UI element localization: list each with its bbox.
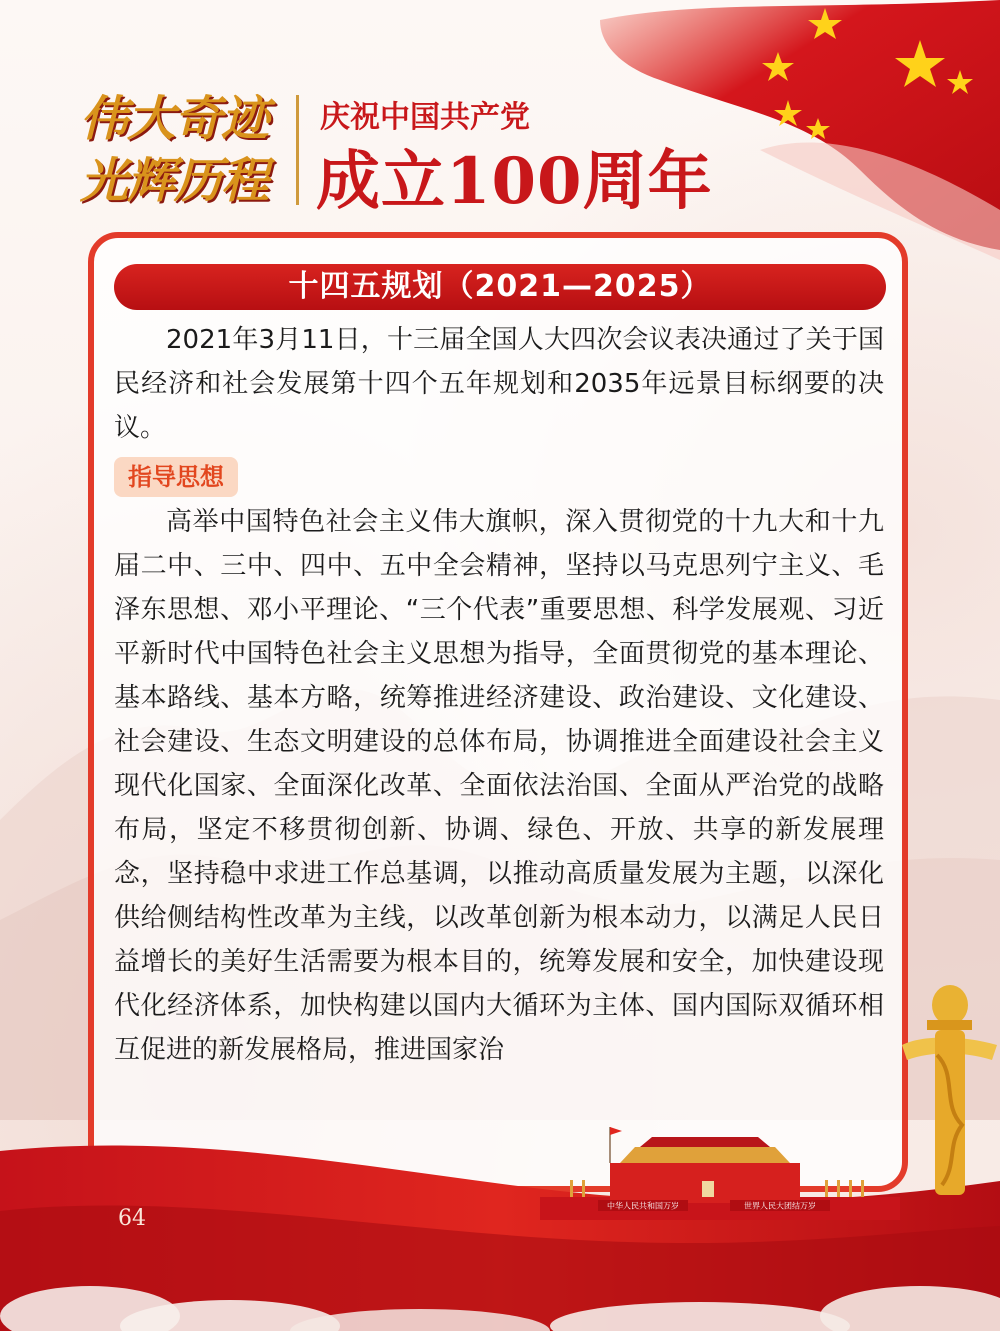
slogan-line-1: 伟大奇迹 [80,91,269,147]
section-header: 十四五规划（2021—2025） [114,264,886,310]
huabiao-column-illustration [902,975,997,1200]
subheading-tag: 指导思想 [114,457,238,497]
page-title: 成立100周年 [316,144,713,219]
banner-right: 世界人民大团结万岁 [744,1201,816,1211]
slogan [80,88,295,212]
slogan-line-2: 光辉历程 [80,153,269,209]
title-top: 庆祝中国共产党 [320,100,530,135]
banner-left: 中华人民共和国万岁 [607,1201,679,1211]
tiananmen-illustration [540,1125,900,1220]
intro-paragraph: 2021年3月11日，十三届全国人大四次会议表决通过了关于国民经济和社会发展第十四个五年规划和2035年远景目标纲要的决议。 [114,325,884,443]
guiding-paragraph: 高举中国特色社会主义伟大旗帜，深入贯彻党的十九大和十九届二中、三中、四中、五中全会精神，坚持以马克思列宁主义、毛泽东思想、邓小平理论、“三个代表”重要思想、科学发展观、习近平新时代中国特色社会主义思想为指导，全面贯彻党的基本理论、基本路线、基本方略，统筹推进经济建设、政治建设、文化建设、社会建设、生态文明建设的总体布局，协调推进全面建设社会主义现代化国家、全面深化改革、全面依法治国、全面从严治党的战略布局，坚定不移贯彻创新、协调、绿色、开放、共享的新发展理念，坚持稳中求进工作总基调，以推动高质量发展为主题，以深化供给侧结构性改革为主线，以改革创新为根本动力，以满足人民日益增长的美好生活需要为根本目的，统筹发展和安全，加快建设现代化经济体系，加快构建以国内大循环为主体、国内国际双循环相互促进的新发展格局，推进国家治 [114,507,884,1065]
title-divider [296,95,299,205]
page-number: 64 [118,1206,146,1231]
